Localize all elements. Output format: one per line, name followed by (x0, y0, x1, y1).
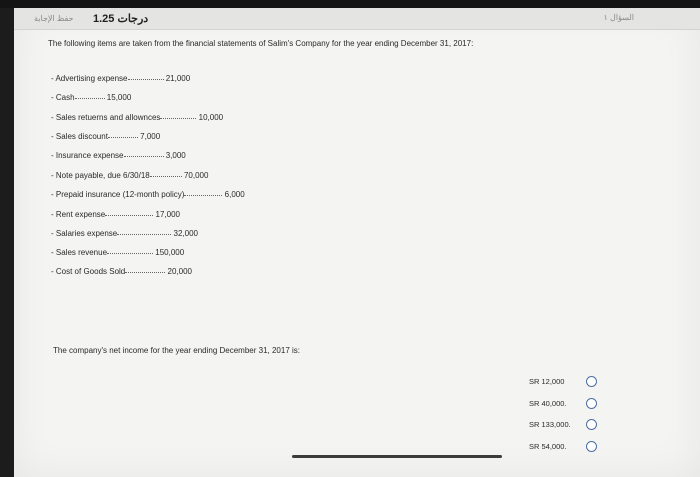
item-label: - Sales discount (51, 132, 108, 141)
radio-button[interactable] (586, 419, 597, 430)
dot-leader (117, 233, 171, 235)
dot-leader (128, 78, 164, 80)
item-value: 6,000 (224, 190, 245, 199)
item-value: 15,000 (106, 93, 132, 102)
option-label: SR 12,000 (529, 377, 565, 386)
question-points: 1.25 درجات (93, 13, 149, 25)
question-sheet (14, 8, 700, 477)
window-top-bar (0, 0, 700, 8)
question-intro: The following items are taken from the financial statements of Salim's Company for the year ending December 31, 2017: (48, 39, 474, 48)
item-cash (51, 93, 131, 102)
item-label: - Insurance expense (51, 151, 124, 160)
item-label: - Sales revenue (51, 248, 108, 257)
item-value: 10,000 (198, 113, 224, 122)
item-value: 7,000 (140, 132, 161, 141)
answer-option-3[interactable] (529, 419, 597, 430)
option-label: SR 54,000. (529, 442, 567, 451)
item-label: - Cost of Goods Sold (51, 267, 126, 276)
item-value: 20,000 (167, 267, 192, 276)
item-advertising-expense (51, 74, 190, 83)
dot-leader (184, 194, 222, 196)
question-number: السؤال ١ (603, 13, 634, 22)
horizontal-scrollbar[interactable] (292, 455, 502, 458)
question-header (14, 8, 700, 30)
radio-button[interactable] (586, 441, 597, 452)
answer-option-4[interactable] (529, 441, 597, 452)
item-value: 21,000 (165, 74, 191, 83)
dot-leader (160, 117, 196, 119)
dot-leader (150, 175, 182, 177)
answer-option-2[interactable] (529, 398, 597, 409)
item-sales-revenue (51, 248, 184, 257)
dot-leader (107, 252, 153, 254)
item-value: 17,000 (155, 210, 180, 219)
answer-option-1[interactable] (529, 376, 597, 387)
item-rent-expense (51, 210, 180, 219)
question-prompt: The company's net income for the year ending December 31, 2017 is: (53, 346, 300, 355)
dot-leader (108, 136, 138, 138)
dot-leader (125, 271, 165, 273)
item-cost-of-goods-sold (51, 267, 192, 276)
item-value: 70,000 (183, 171, 209, 180)
item-label: - Cash (51, 93, 75, 102)
item-salaries-expense (51, 229, 198, 238)
option-label: SR 133,000. (529, 420, 571, 429)
item-insurance-expense (51, 151, 186, 160)
dot-leader (105, 214, 153, 216)
item-value: 3,000 (165, 151, 186, 160)
save-answer-tag[interactable]: حفظ الإجابة (34, 14, 74, 23)
item-prepaid-insurance (51, 190, 245, 199)
item-label: - Rent expense (51, 210, 106, 219)
radio-button[interactable] (586, 376, 597, 387)
item-sales-discount (51, 132, 160, 141)
item-label: - Note payable, due 6/30/18 (51, 171, 150, 180)
item-label: - Prepaid insurance (12-month policy) (51, 190, 185, 199)
option-label: SR 40,000. (529, 399, 567, 408)
dot-leader (124, 155, 164, 157)
item-label: - Sales retuerns and allownces (51, 113, 161, 122)
radio-button[interactable] (586, 398, 597, 409)
dot-leader (75, 97, 105, 99)
item-value: 32,000 (173, 229, 198, 238)
item-label: - Advertising expense (51, 74, 128, 83)
item-note-payable (51, 171, 208, 180)
item-value: 150,000 (155, 248, 185, 257)
item-label: - Salaries expense (51, 229, 118, 238)
item-sales-returns-allowances (51, 113, 223, 122)
